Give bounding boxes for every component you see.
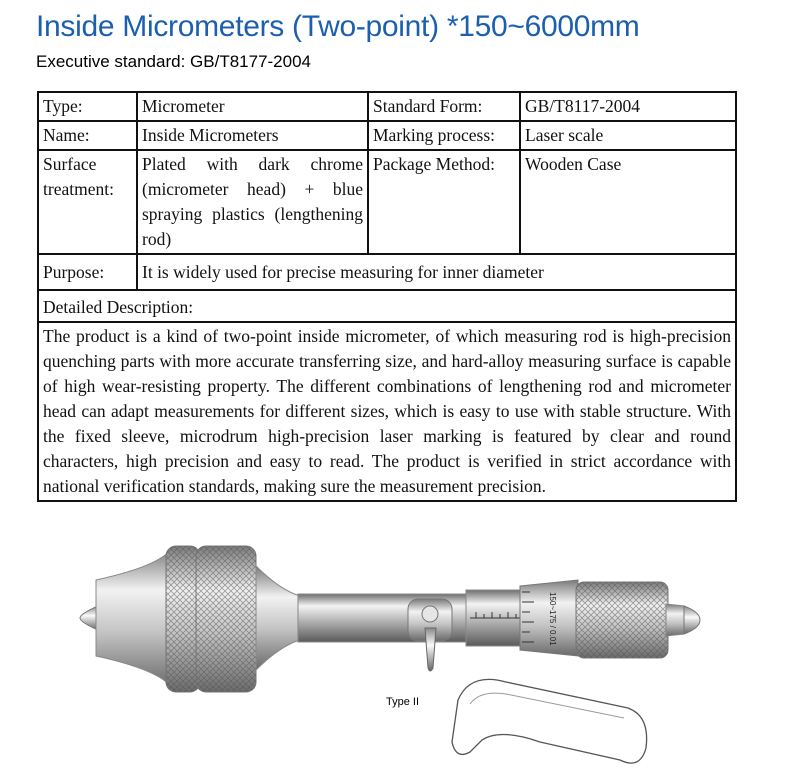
purpose-value: It is widely used for precise measuring for inner diameter	[137, 254, 736, 290]
standard-label: Standard Form:	[368, 92, 520, 121]
row-type	[38, 92, 736, 121]
name-label: Name:	[38, 121, 137, 150]
row-surface	[38, 150, 736, 254]
surface-value: Plated with dark chrome (micrometer head) + blue spraying plastics (lengthening rod)	[137, 150, 368, 254]
detail-description: The product is a kind of two-point inside micrometer, of which measuring rod is high-precision quenching parts with more accurate transferring size, and hard-alloy measuring surface is capable of high wear-resisting property. The different combinations of lengthening rod and micrometer head can adapt measurements for different sizes, which is easy to use with stable structure. With the fixed sleeve, microdrum high-precision laser marking is featured by clear and round characters, high precision and easy to read. The product is verified in strict accordance with national verification standards, making sure the measurement precision.	[38, 322, 736, 501]
type-label: Type:	[38, 92, 137, 121]
standard-value: GB/T8117-2004	[520, 92, 736, 121]
type-ii-hook	[452, 679, 647, 763]
row-purpose	[38, 254, 736, 290]
name-value: Inside Micrometers	[137, 121, 368, 150]
micrometer-illustration	[0, 520, 790, 773]
detail-label: Detailed Description:	[38, 290, 736, 322]
package-value: Wooden Case	[520, 150, 736, 254]
spec-table	[37, 91, 737, 502]
sleeve-marking: 150~175 / 0.01	[548, 592, 557, 646]
type-ii-caption: Type II	[386, 696, 420, 708]
page-title: Inside Micrometers (Two-point) *150~6000mm	[36, 10, 640, 43]
row-name	[38, 121, 736, 150]
package-label: Package Method:	[368, 150, 520, 254]
purpose-label: Purpose:	[38, 254, 137, 290]
left-flange	[96, 548, 172, 688]
row-detail-label	[38, 290, 736, 322]
type-value: Micrometer	[137, 92, 368, 121]
marking-value: Laser scale	[520, 121, 736, 150]
lock-lever	[425, 628, 436, 671]
row-detail-text	[38, 322, 736, 501]
right-anvil-tip	[684, 606, 700, 634]
surface-label: Surface treatment:	[38, 150, 137, 254]
executive-standard: Executive standard: GB/T8177-2004	[36, 52, 311, 71]
marking-label: Marking process:	[368, 121, 520, 150]
left-anvil-tip	[80, 606, 98, 630]
